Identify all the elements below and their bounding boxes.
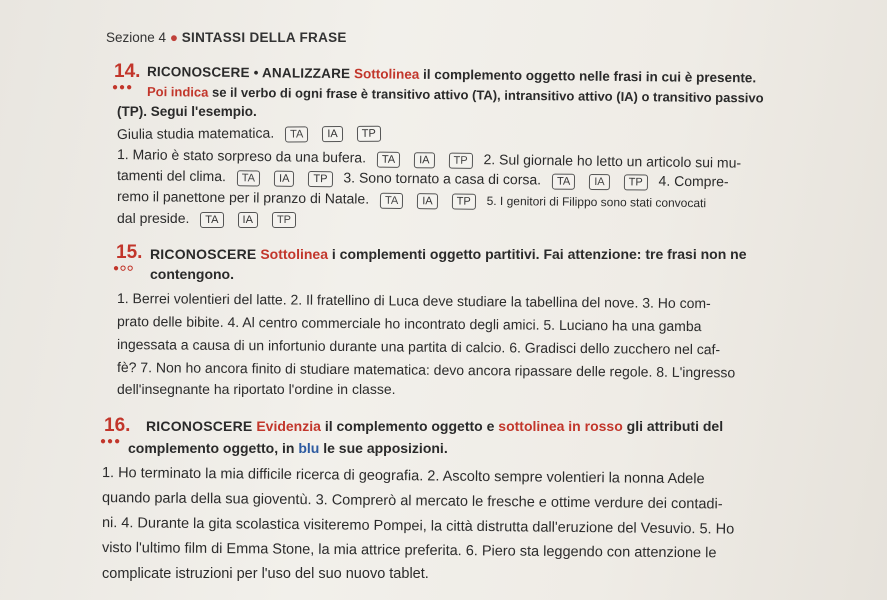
ex16-line3: ni. 4. Durante la gita scolastica visiteremo Pompei, la città distrutta dall'eruzione del Vesuvio. 5. Ho xyxy=(101,515,735,538)
ex16-instruction-3: complemento oggetto, in xyxy=(128,440,295,456)
ex14-sentence-5a: 5. I genitori di Filippo sono stati convocati xyxy=(486,193,707,211)
ex14-difficulty-dots: ●●● xyxy=(112,82,134,93)
box-tp-3[interactable]: TP xyxy=(624,174,648,190)
box-ta-example[interactable]: TA xyxy=(285,126,308,142)
ex16-instruction-line1 xyxy=(146,418,723,434)
ex16-difficulty-dots: ●●● xyxy=(100,436,122,447)
ex14-line4 xyxy=(117,188,706,212)
ex15-line4: fè? 7. Non ho ancora finito di studiare matematica: devo ancora ripassare delle regole. 8. L'ingresso xyxy=(116,359,736,381)
ex16-instruction-4: le sue apposizioni. xyxy=(323,440,448,456)
ex15-line1: 1. Berrei volentieri del latte. 2. Il fratellino di Luca deve studiare la tabellina del nove. 3. Ho com- xyxy=(116,290,711,312)
ex16-keyword: RICONOSCERE xyxy=(146,418,253,434)
ex14-instruction-red-2: Poi indica xyxy=(146,84,209,100)
section-title: SINTASSI DELLA FRASE xyxy=(181,30,347,45)
box-ta-3[interactable]: TA xyxy=(552,174,575,190)
ex14-instruction-line1 xyxy=(147,64,756,85)
ex15-line2: prato delle bibite. 4. Al centro commerciale ho incontrato degli amici. 5. Luciano ha una gamba xyxy=(116,313,702,335)
ex16-instruction-red-2: sottolinea in rosso xyxy=(498,418,623,434)
ex15-instruction-red: Sottolinea xyxy=(260,246,328,262)
ex14-example: Giulia studia matematica. xyxy=(116,124,275,142)
ex14-sentence-2a: 2. Sul giornale ho letto un articolo sui mu- xyxy=(483,151,742,171)
section-label: Sezione 4 xyxy=(106,30,167,45)
ex15-line5: dell'insegnante ha riportato l'ordine in classe. xyxy=(117,381,396,397)
ex14-sentence-5b: dal preside. xyxy=(117,210,190,226)
ex15-keyword: RICONOSCERE xyxy=(150,246,257,262)
ex16-number: 16. xyxy=(104,415,131,436)
ex14-instruction-1: il complemento oggetto nelle frasi in cui è presente. xyxy=(422,66,757,86)
ex15-number: 15. xyxy=(116,242,143,263)
ex15-line3: ingessata a causa di un infortunio durante una partita di calcio. 6. Gradisci dello zucchero nel caf- xyxy=(116,336,721,358)
box-tp-4[interactable]: TP xyxy=(452,194,476,210)
box-ia-2[interactable]: IA xyxy=(274,171,295,187)
ex16-instruction-red: Evidenzia xyxy=(256,418,321,434)
ex14-instruction-line3: (TP). Segui l'esempio. xyxy=(117,104,257,119)
box-ia-4[interactable]: IA xyxy=(417,193,438,209)
ex14-line5 xyxy=(117,210,303,228)
box-ta-2[interactable]: TA xyxy=(237,170,260,186)
ex15-instruction-line1 xyxy=(150,246,747,262)
header-bullet: ● xyxy=(169,30,178,45)
box-ta-1[interactable]: TA xyxy=(377,152,400,168)
ex14-sentence-1: 1. Mario è stato sorpreso da una bufera. xyxy=(116,146,367,166)
ex14-keyword: RICONOSCERE • ANALIZZARE xyxy=(146,64,351,82)
ex14-line1 xyxy=(117,124,388,144)
ex14-instruction-2: se il verbo di ogni frase è transitivo attivo (TA), intransitivo attivo (IA) o transitivo passivo xyxy=(211,84,764,106)
ex14-instruction-line2 xyxy=(147,84,764,105)
box-tp-1[interactable]: TP xyxy=(448,153,472,169)
box-ta-5[interactable]: TA xyxy=(200,212,223,228)
ex14-sentence-3: 3. Sono tornato a casa di corsa. xyxy=(343,169,542,188)
box-tp-5[interactable]: TP xyxy=(272,212,296,228)
page-header xyxy=(106,30,347,45)
ex16-line5: complicate istruzioni per l'uso del suo nuovo tablet. xyxy=(102,566,429,582)
ex14-number: 14. xyxy=(114,61,141,82)
ex14-sentence-2b: tamenti del clima. xyxy=(116,167,227,185)
box-tp-example[interactable]: TP xyxy=(357,126,381,142)
box-ia-5[interactable]: IA xyxy=(238,212,258,228)
box-ia-3[interactable]: IA xyxy=(589,174,610,190)
ex15-difficulty-dots: ●●● xyxy=(113,263,135,274)
box-ia-1[interactable]: IA xyxy=(414,152,435,168)
ex14-sentence-4a: 4. Compre- xyxy=(658,172,729,190)
ex16-instruction-blue: blu xyxy=(298,440,320,456)
ex15-instruction-line2: contengono. xyxy=(150,266,234,282)
ex15-instruction-1: i complementi oggetto partitivi. Fai attenzione: tre frasi non ne xyxy=(331,246,747,262)
ex16-line2: quando parla della sua gioventù. 3. Comprerò al mercato le fresche e ottime verdure dei contadi- xyxy=(101,490,723,513)
ex14-sentence-4b: remo il panettone per il pranzo di Natale. xyxy=(116,188,370,207)
ex16-instruction-2: gli attributi del xyxy=(626,418,724,434)
ex14-instruction-red: Sottolinea xyxy=(353,66,420,82)
ex16-instruction-1: il complemento oggetto e xyxy=(324,418,495,434)
ex16-instruction-line2 xyxy=(128,440,448,456)
box-ta-4[interactable]: TA xyxy=(380,193,403,209)
ex16-line1: 1. Ho terminato la mia difficile ricerca di geografia. 2. Ascolto sempre volentieri la nonna Adele xyxy=(101,465,705,488)
box-ia-example[interactable]: IA xyxy=(322,126,343,142)
ex16-line4: visto l'ultimo film di Emma Stone, la mia attrice preferita. 6. Piero sta leggendo con attenzione le xyxy=(101,540,717,562)
box-tp-2[interactable]: TP xyxy=(308,171,332,187)
